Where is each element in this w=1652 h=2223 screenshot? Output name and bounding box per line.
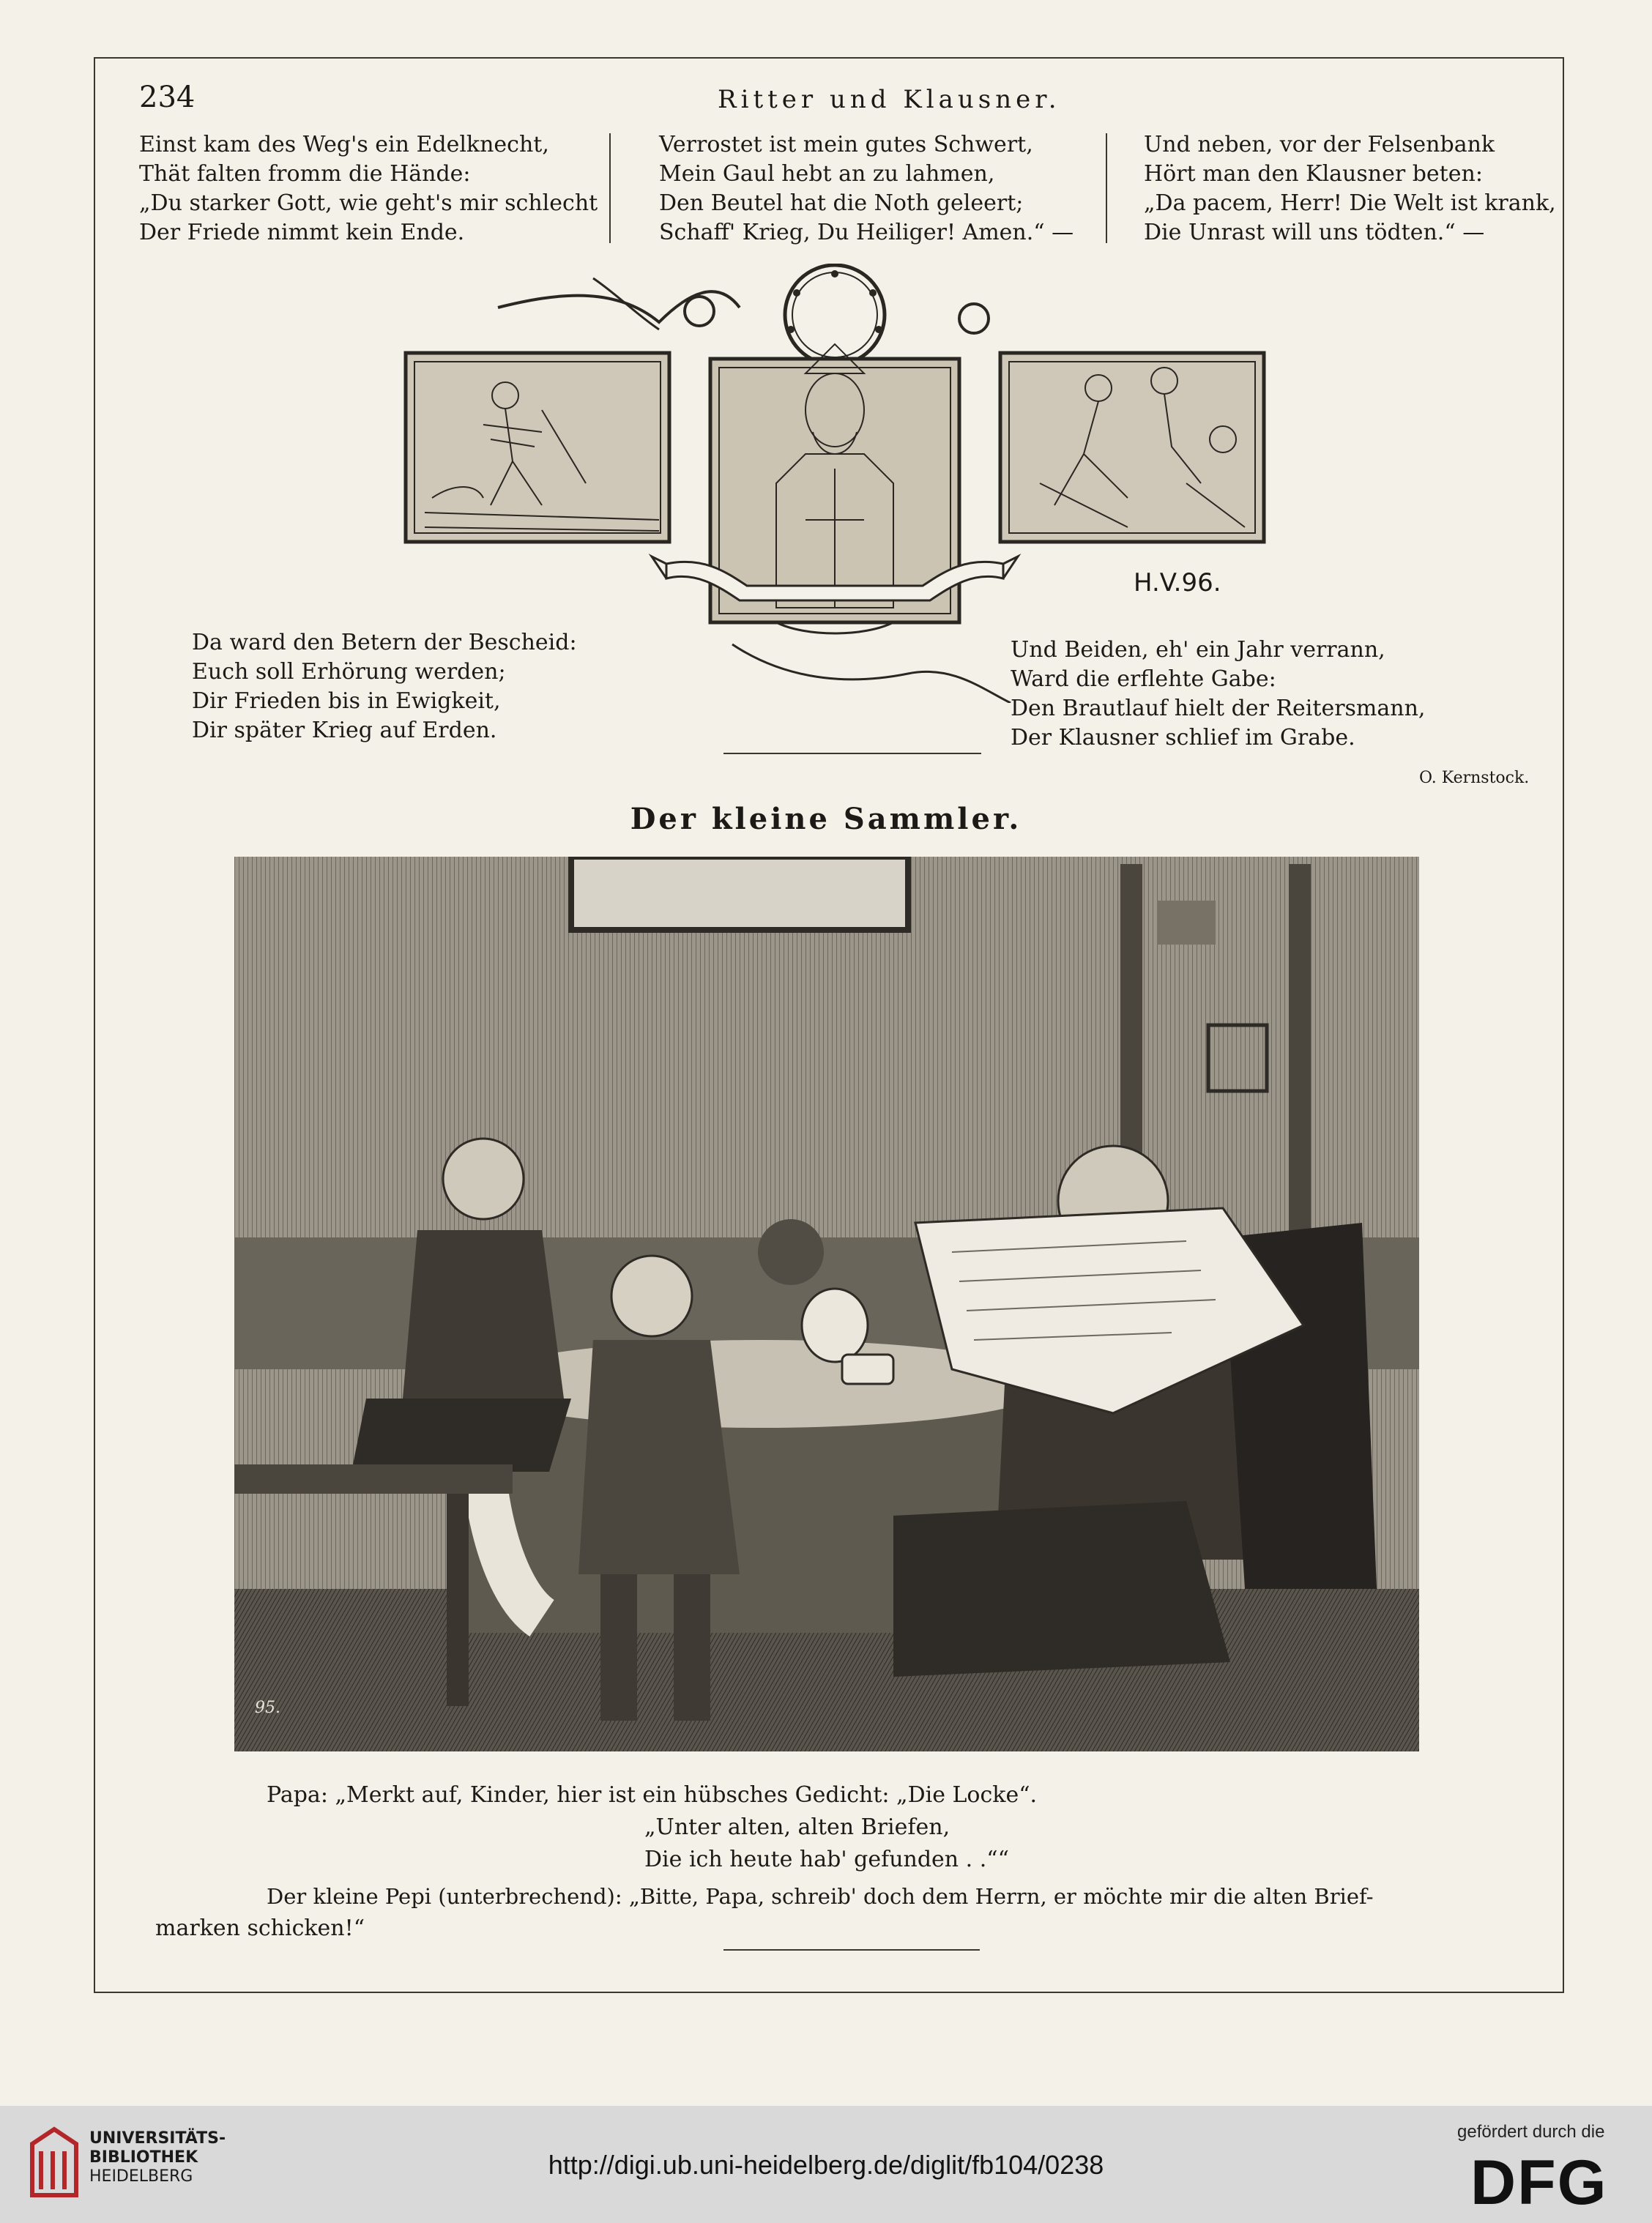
institution-line: HEIDELBERG [89, 2167, 193, 2186]
caption-line-1: Papa: „Merkt auf, Kinder, hier ist ein hübsches Gedicht: „Die Locke“. [267, 1782, 1038, 1808]
verse-line: Verrostet ist mein gutes Schwert, [659, 132, 1033, 157]
verse-line: Da ward den Betern der Bescheid: [192, 630, 577, 655]
page-number: 234 [139, 81, 196, 114]
separator-rule [723, 753, 981, 754]
caption-line-4: Der kleine Pepi (unterbrechend): „Bitte, Papa, schreib' doch dem Herrn, er möchte mir die alten Brief- [267, 1884, 1374, 1909]
stanza-5 [1011, 636, 1425, 753]
verse-line: Euch soll Erhörung werden; [192, 659, 506, 685]
verse-line: Und neben, vor der Felsenbank [1144, 132, 1495, 157]
verse-line: Dir Frieden bis in Ewigkeit, [192, 688, 501, 714]
caption-line-2: „Unter alten, alten Briefen, [644, 1814, 950, 1840]
verse-line: Den Brautlauf hielt der Reitersmann, [1011, 696, 1426, 721]
illustration-signature: H.V.96. [1134, 568, 1221, 597]
verse-line: Einst kam des Weg's ein Edelknecht, [139, 132, 549, 157]
institution-line: UNIVERSITÄTS- [89, 2129, 226, 2148]
article-title: Der kleine Sammler. [630, 802, 1022, 836]
verse-line: Dir später Krieg auf Erden. [192, 718, 497, 743]
verse-line: Hört man den Klausner beten: [1144, 161, 1483, 187]
verse-line: „Du starker Gott, wie geht's mir schlecht [139, 190, 598, 216]
permalink-url[interactable]: http://digi.ub.uni-heidelberg.de/diglit/fb104/0238 [548, 2150, 1104, 2180]
verse-line: Der Friede nimmt kein Ende. [139, 220, 465, 245]
verse-line: Die Unrast will uns tödten.“ — [1144, 220, 1485, 245]
stanza-3 [1144, 130, 1556, 247]
column-divider [1106, 133, 1107, 243]
end-rule [723, 1949, 980, 1951]
stanza-2 [659, 130, 1074, 247]
running-head: Ritter und Klausner. [718, 85, 1061, 114]
institution-line: BIBLIOTHEK [89, 2148, 198, 2167]
funding-label: gefördert durch die [1457, 2122, 1605, 2142]
engraving-signature: 95. [255, 1699, 280, 1717]
verse-line: „Da pacem, Herr! Die Welt ist krank, [1144, 190, 1556, 216]
verse-line: Thät falten fromm die Hände: [139, 161, 471, 187]
stanza-4 [192, 628, 577, 745]
column-divider [609, 133, 611, 243]
verse-line: Ward die erflehte Gabe: [1011, 666, 1276, 692]
verse-line: Mein Gaul hebt an zu lahmen, [659, 161, 995, 187]
dfg-logo: DFG [1470, 2148, 1608, 2218]
verse-line: Der Klausner schlief im Grabe. [1011, 725, 1355, 751]
poem-author: O. Kernstock. [1419, 769, 1530, 787]
viewer-footer [0, 2106, 1652, 2223]
caption-line-5: marken schicken!“ [155, 1915, 365, 1941]
verse-line: Und Beiden, eh' ein Jahr verrann, [1011, 637, 1385, 663]
engraving-illustration [234, 857, 1419, 1751]
verse-line: Schaff' Krieg, Du Heiliger! Amen.“ — [659, 220, 1074, 245]
caption-line-3: Die ich heute hab' gefunden . .““ [644, 1847, 1009, 1872]
stanza-1 [139, 130, 598, 247]
verse-line: Den Beutel hat die Noth geleert; [659, 190, 1024, 216]
